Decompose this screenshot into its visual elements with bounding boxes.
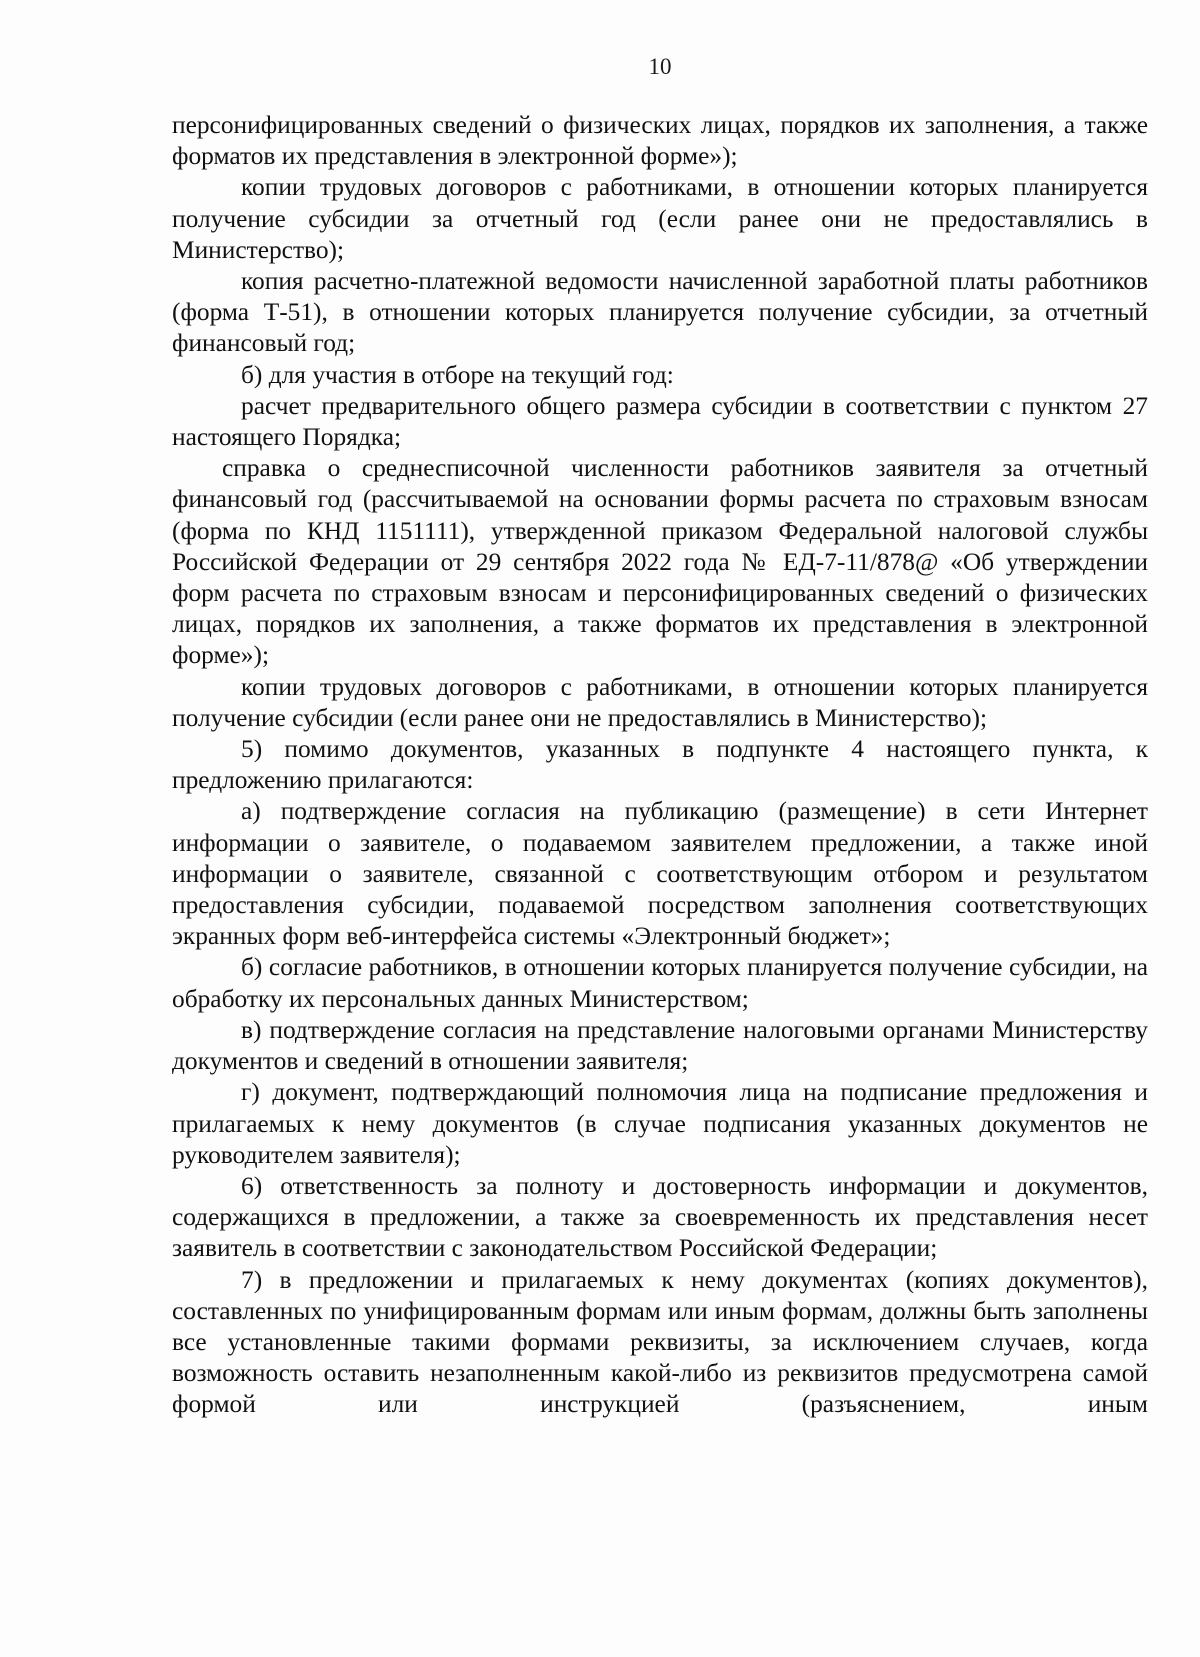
paragraph-continuation: персонифицированных сведений о физических лицах, порядков их заполнения, а также форматов их представления в электронной форме»); (172, 111, 1148, 171)
paragraph-item-5v: в) подтверждение согласия на представление налоговыми органами Министерству документов и сведений в отношении заявителя; (172, 1015, 1148, 1076)
paragraph-employment-contracts-current: копии трудовых договоров с работниками, в отношении которых планируется получение субсидии (если ранее они не предоставлялись в Министерство); (172, 672, 1148, 732)
page-number: 10 (648, 54, 672, 79)
paragraph-item-7: 7) в предложении и прилагаемых к нему документах (копиях документов), составленных по унифицированным формам или иным формам, должны быть заполнены все установленные такими формами реквизиты, за исключением случаев, когда возможность оставить незаполненным какой-либо из реквизитов предусмотрена самой формой или инструкцией (разъяснением, иным (172, 1265, 1148, 1419)
paragraph-employment-contracts-reporting: копии трудовых договоров с работниками, в отношении которых планируется получение субсидии за отчетный год (если ранее они не предоставлялись в Министерство); (172, 173, 1148, 264)
paragraph-item-6: 6) ответственность за полноту и достоверность информации и документов, содержащихся в предложении, а также за своевременность их представления несет заявитель в соответствии с законодательством Российской Федерации; (172, 1171, 1148, 1263)
paragraph-subsidy-calculation: расчет предварительного общего размера субсидии в соответствии с пунктом 27 настоящего Порядка; (172, 391, 1148, 452)
paragraph-item-5: 5) помимо документов, указанных в подпункте 4 настоящего пункта, к предложению прилагаются: (172, 735, 1148, 795)
paragraph-current-year-heading: б) для участия в отборе на текущий год: (241, 360, 674, 389)
paragraph-item-5g: г) документ, подтверждающий полномочия лица на подписание предложения и прилагаемых к нему документов (в случае подписания указанных документов не руководителем заявителя); (172, 1078, 1148, 1169)
document-body (172, 110, 1148, 1421)
paragraph-item-5a: а) подтверждение согласия на публикацию (размещение) в сети Интернет информации о заявителе, о подаваемом заявителем предложении, а также иной информации о заявителе, связанной с соответствующим отбором и результатом предоставления субсидии, подаваемой посредством заполнения соответствующих экранных форм веб-интерфейса системы «Электронный бюджет»; (172, 797, 1148, 951)
paragraph-payroll-statement: копия расчетно-платежной ведомости начисленной заработной платы работников (форма Т-51), в отношении которых планируется получение субсидии, за отчетный финансовый год; (172, 267, 1148, 358)
paragraph-item-5b: б) согласие работников, в отношении которых планируется получение субсидии, на обработку их персональных данных Министерством; (172, 953, 1148, 1013)
paragraph-headcount-certificate: справка о среднесписочной численности работников заявителя за отчетный финансовый год (рассчитываемой на основании формы расчета по страховым взносам (форма по КНД 1151111), утвержденной приказом Федеральной налоговой службы Российской Федерации от 29 сентября 2022 года № ЕД-7-11/878@ «Об утверждении форм расчета по страховым взносам и персонифицированных сведений о физических лицах, порядков их заполнения, а также форматов их представления в электронной форме»); (172, 454, 1148, 670)
